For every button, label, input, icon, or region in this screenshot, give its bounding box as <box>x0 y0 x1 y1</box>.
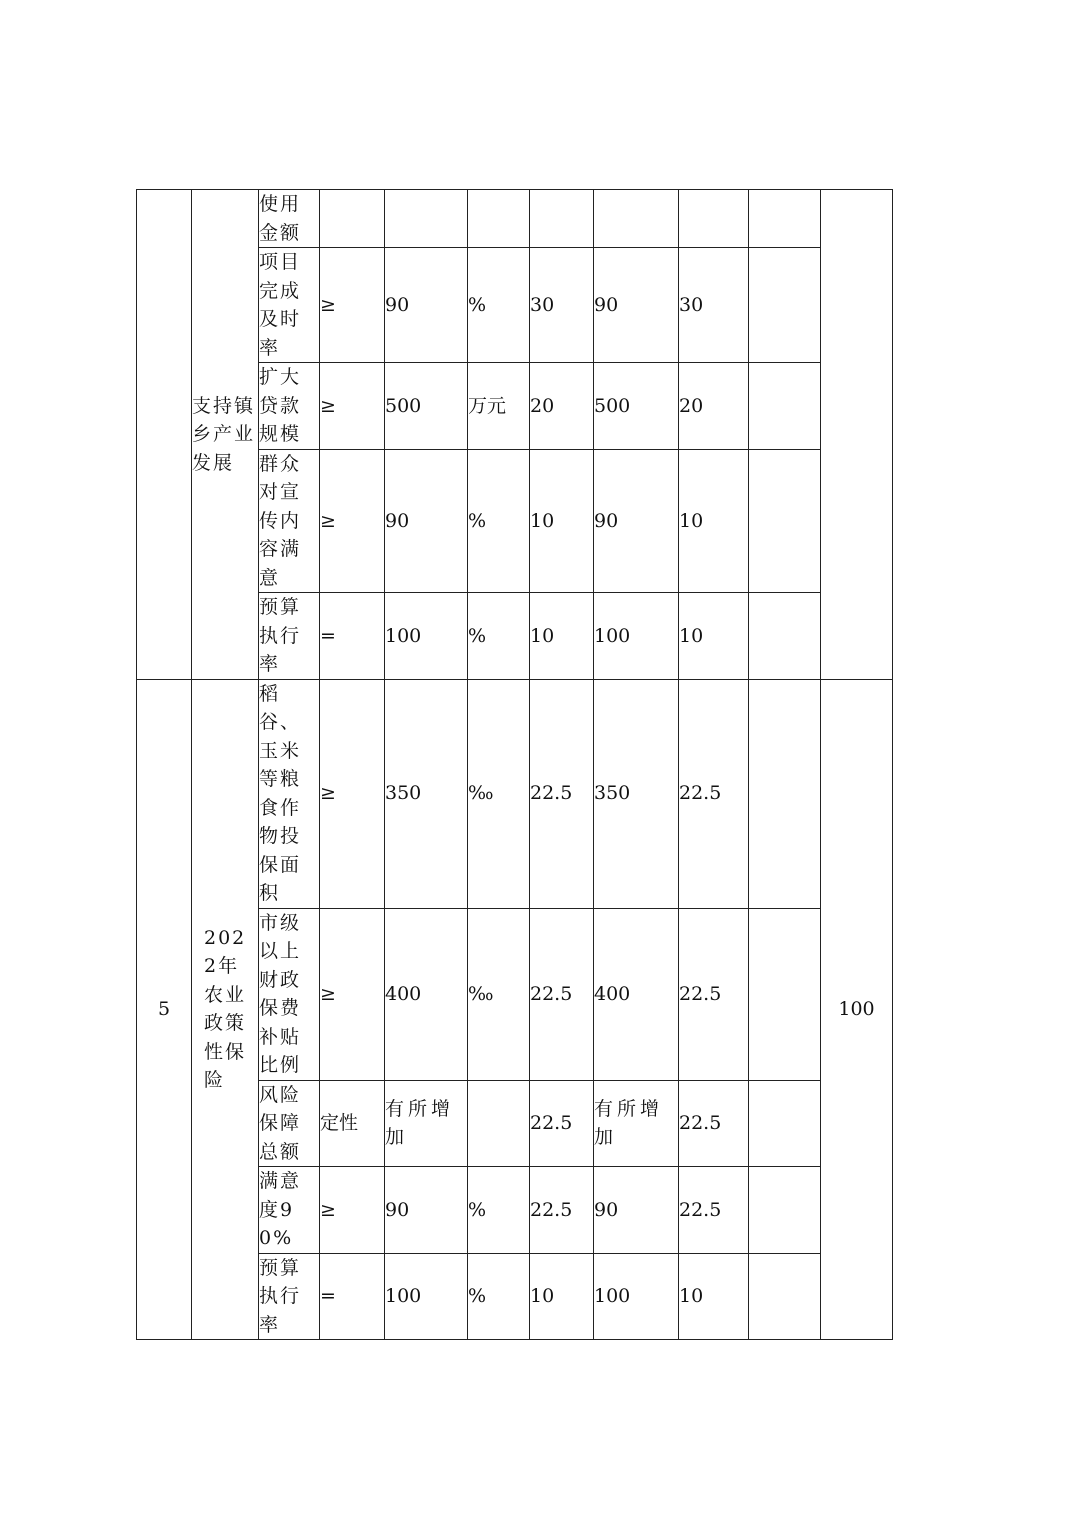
operator-cell: ≥ <box>320 363 385 450</box>
target-cell: 90 <box>385 449 468 593</box>
actual-cell: 有所增加 <box>594 1080 679 1167</box>
actual-cell: 100 <box>594 1253 679 1340</box>
target-cell: 100 <box>385 593 468 680</box>
indicator-cell: 预算执行率 <box>259 1253 320 1340</box>
indicator-cell: 满意度90% <box>259 1167 320 1254</box>
remark-cell <box>749 1253 821 1340</box>
target-cell: 500 <box>385 363 468 450</box>
seq-cell-empty <box>137 190 192 680</box>
indicator-cell: 群众对宣传内容满意 <box>259 449 320 593</box>
score-cell: 22.5 <box>679 1080 749 1167</box>
weight-cell: 10 <box>530 593 594 680</box>
indicator-cell: 预算执行率 <box>259 593 320 680</box>
operator-cell: ≥ <box>320 449 385 593</box>
target-cell <box>385 190 468 248</box>
indicator-cell: 扩大贷款规模 <box>259 363 320 450</box>
score-cell: 10 <box>679 449 749 593</box>
remark-cell <box>749 679 821 908</box>
indicator-cell: 项目完成及时率 <box>259 248 320 363</box>
target-cell: 90 <box>385 1167 468 1254</box>
weight-cell: 10 <box>530 449 594 593</box>
operator-cell: 定性 <box>320 1080 385 1167</box>
operator-cell: ≥ <box>320 1167 385 1254</box>
unit-cell <box>468 1080 530 1167</box>
unit-cell: ‰ <box>468 679 530 908</box>
weight-cell: 20 <box>530 363 594 450</box>
indicator-cell: 市级以上财政保费补贴比例 <box>259 908 320 1080</box>
total-score-cell-empty <box>821 190 893 680</box>
target-cell: 350 <box>385 679 468 908</box>
unit-cell: % <box>468 1167 530 1254</box>
score-cell: 10 <box>679 593 749 680</box>
remark-cell <box>749 363 821 450</box>
unit-cell: 万元 <box>468 363 530 450</box>
project-name-cell <box>192 190 259 680</box>
score-cell: 10 <box>679 1253 749 1340</box>
operator-cell: ≥ <box>320 679 385 908</box>
project-name-cell: 2022年农业政策性保险 <box>192 679 259 1340</box>
indicator-cell: 使用金额 <box>259 190 320 248</box>
unit-cell: % <box>468 248 530 363</box>
remark-cell <box>749 1080 821 1167</box>
target-cell: 有所增加 <box>385 1080 468 1167</box>
score-cell: 22.5 <box>679 908 749 1080</box>
actual-cell: 100 <box>594 593 679 680</box>
score-cell: 30 <box>679 248 749 363</box>
unit-cell: ‰ <box>468 908 530 1080</box>
target-cell: 100 <box>385 1253 468 1340</box>
remark-cell <box>749 1167 821 1254</box>
operator-cell: = <box>320 1253 385 1340</box>
operator-cell: = <box>320 593 385 680</box>
weight-cell: 10 <box>530 1253 594 1340</box>
actual-cell: 90 <box>594 1167 679 1254</box>
score-cell: 22.5 <box>679 679 749 908</box>
seq-number: 5 <box>137 679 192 1340</box>
indicator-cell: 风险保障总额 <box>259 1080 320 1167</box>
remark-cell <box>749 248 821 363</box>
remark-cell <box>749 449 821 593</box>
operator-cell: ≥ <box>320 248 385 363</box>
performance-table <box>136 189 893 1340</box>
unit-cell: % <box>468 593 530 680</box>
weight-cell: 22.5 <box>530 908 594 1080</box>
weight-cell: 22.5 <box>530 679 594 908</box>
weight-cell: 22.5 <box>530 1167 594 1254</box>
indicator-cell: 稻谷、玉米等粮食作物投保面积 <box>259 679 320 908</box>
weight-cell: 30 <box>530 248 594 363</box>
weight-cell: 22.5 <box>530 1080 594 1167</box>
remark-cell <box>749 908 821 1080</box>
actual-cell: 90 <box>594 248 679 363</box>
table-row <box>137 190 893 248</box>
actual-cell: 90 <box>594 449 679 593</box>
actual-cell: 400 <box>594 908 679 1080</box>
total-score-cell: 100 <box>821 679 893 1340</box>
operator-cell: ≥ <box>320 908 385 1080</box>
table-row <box>137 679 893 908</box>
score-cell: 22.5 <box>679 1167 749 1254</box>
score-cell: 20 <box>679 363 749 450</box>
project-name: 支持镇乡产业发展 <box>192 394 256 474</box>
actual-cell: 350 <box>594 679 679 908</box>
weight-cell <box>530 190 594 248</box>
operator-cell <box>320 190 385 248</box>
target-cell: 90 <box>385 248 468 363</box>
remark-cell <box>749 190 821 248</box>
score-cell <box>679 190 749 248</box>
actual-cell: 500 <box>594 363 679 450</box>
unit-cell: % <box>468 449 530 593</box>
target-cell: 400 <box>385 908 468 1080</box>
actual-cell <box>594 190 679 248</box>
unit-cell <box>468 190 530 248</box>
remark-cell <box>749 593 821 680</box>
unit-cell: % <box>468 1253 530 1340</box>
